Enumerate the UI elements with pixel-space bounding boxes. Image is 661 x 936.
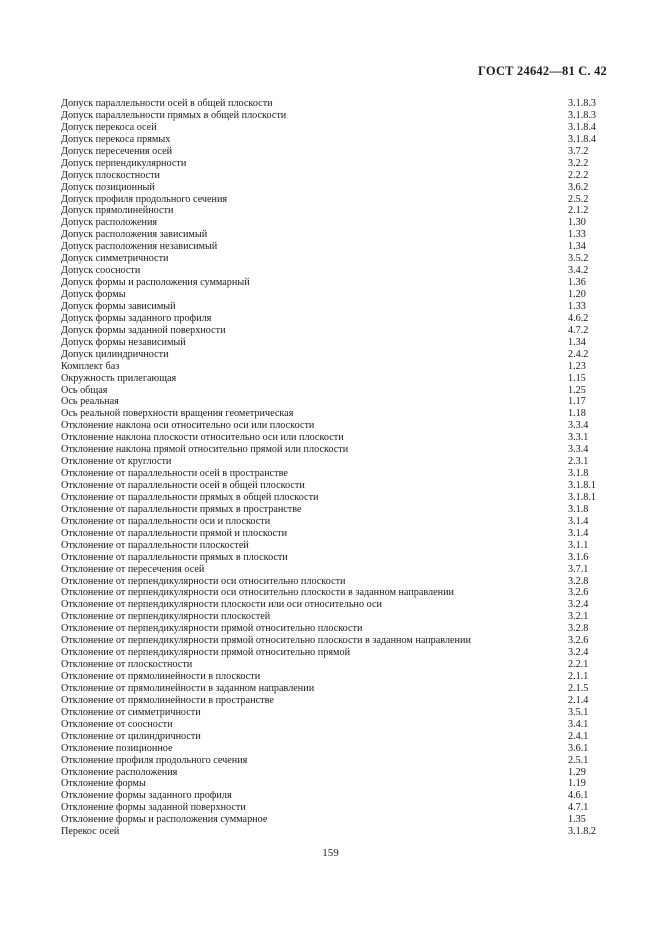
index-term: Отклонение наклона оси относительно оси или плоскости (61, 420, 315, 432)
index-term: Отклонение от перпендикулярности оси относительно плоскости (61, 575, 346, 587)
index-reference: 4.6.1 (568, 790, 589, 802)
index-term: Допуск цилиндричности (61, 348, 169, 360)
index-entry (61, 110, 608, 122)
index-reference: 3.1.8.3 (568, 98, 597, 109)
index-reference: 3.2.4 (568, 647, 589, 659)
index-entry (61, 289, 608, 301)
index-reference: 2.5.1 (568, 754, 589, 766)
index-term: Допуск формы и расположения суммарный (61, 277, 250, 289)
index-entry (61, 492, 608, 504)
index-term: Допуск параллельности прямых в общей плоскости (61, 109, 287, 121)
index-reference: 3.2.8 (568, 623, 589, 635)
index-entry (61, 540, 608, 552)
index-term: Отклонение от цилиндричности (61, 730, 201, 742)
index-term: Комплект баз (61, 360, 120, 372)
index-reference: 4.6.2 (568, 312, 589, 324)
index-term: Отклонение формы заданной поверхности (61, 802, 246, 814)
index-reference: 3.6.1 (568, 742, 589, 754)
index-entry (61, 576, 608, 588)
index-entry (61, 217, 608, 229)
index-entry (61, 516, 608, 528)
index-entry (61, 349, 608, 361)
index-entry (61, 778, 608, 790)
index-entry (61, 182, 608, 194)
index-term: Отклонение от перпендикулярности прямой относительно прямой (61, 647, 351, 659)
index-term: Ось реальная (61, 396, 119, 408)
index-reference: 1.17 (568, 396, 586, 408)
index-term: Допуск перпендикулярности (61, 157, 187, 169)
index-entry (61, 814, 608, 826)
index-reference: 3.2.6 (568, 635, 589, 647)
index-entry (61, 504, 608, 516)
index-entry (61, 253, 608, 265)
index-reference: 1.23 (568, 360, 586, 372)
index-reference: 3.2.6 (568, 587, 589, 599)
index-term: Отклонение от перпендикулярности прямой относительно плоскости (61, 623, 363, 635)
index-reference: 3.7.1 (568, 563, 589, 575)
index-reference: 2.1.5 (568, 682, 589, 694)
index-term: Отклонение наклона плоскости относительно оси или плоскости (61, 432, 344, 444)
index-term: Допуск расположения независимый (61, 241, 218, 253)
index-entry (61, 671, 608, 683)
index-entry (61, 396, 608, 408)
index-entry (61, 528, 608, 540)
index-term: Отклонение от соосности (61, 718, 173, 730)
index-term: Отклонение от перпендикулярности плоскости или оси относительно оси (61, 599, 382, 611)
index-term: Отклонение от симметричности (61, 706, 201, 718)
index-term: Допуск формы (61, 289, 126, 300)
index-term: Допуск расположения зависимый (61, 229, 208, 241)
index-entry (61, 707, 608, 719)
index-entry (61, 755, 608, 767)
index-entry (61, 122, 608, 134)
index-entry (61, 623, 608, 635)
index-term: Отклонение расположения (61, 766, 178, 778)
index-entry (61, 826, 608, 838)
index-reference: 3.3.4 (568, 444, 589, 456)
index-entry (61, 194, 608, 206)
index-reference: 2.2.2 (568, 169, 589, 181)
index-entry (61, 325, 608, 337)
index-term: Отклонение от параллельности осей в пространстве (61, 468, 288, 480)
index-entry (61, 743, 608, 755)
index-term: Допуск прямолинейности (61, 205, 174, 217)
index-entry (61, 361, 608, 373)
index-entry (61, 408, 608, 420)
index-entry (61, 599, 608, 611)
index-reference: 4.7.1 (568, 802, 589, 814)
index-reference: 3.5.1 (568, 706, 589, 718)
index-term: Отклонение от прямолинейности в плоскости (61, 671, 261, 682)
index-entry (61, 277, 608, 289)
index-entry (61, 301, 608, 313)
index-reference: 2.4.1 (568, 730, 589, 742)
index-term: Отклонение формы и расположения суммарное (61, 814, 268, 826)
index-entry (61, 146, 608, 158)
index-reference: 3.4.1 (568, 718, 589, 730)
index-entry (61, 659, 608, 671)
index-term: Отклонение от параллельности прямой и плоскости (61, 527, 288, 539)
index-term: Допуск формы заданного профиля (61, 312, 212, 324)
index-reference: 3.1.8.2 (568, 826, 597, 838)
index-reference: 2.5.2 (568, 193, 589, 205)
index-term: Допуск соосности (61, 265, 141, 277)
index-term: Допуск перекоса осей (61, 121, 157, 133)
index-entry (61, 241, 608, 253)
index-term: Отклонение от перпендикулярности оси относительно плоскости в заданном направлении (61, 587, 455, 599)
index-entry (61, 444, 608, 456)
index-term: Ось общая (61, 384, 108, 396)
index-entry (61, 767, 608, 779)
index-reference: 1.36 (568, 277, 586, 289)
index-term: Отклонение от параллельности прямых в общей плоскости (61, 491, 319, 503)
index-reference: 1.18 (568, 408, 586, 420)
index-term: Допуск плоскостности (61, 169, 160, 181)
index-entry (61, 373, 608, 385)
page-header: ГОСТ 24642—81 С. 42 (478, 64, 607, 78)
index-reference: 3.1.8.1 (568, 491, 597, 503)
index-entry (61, 432, 608, 444)
index-reference: 1.33 (568, 300, 586, 312)
index-reference: 3.2.2 (568, 157, 589, 169)
index-term: Отклонение от параллельности оси и плоскости (61, 515, 271, 527)
index-reference: 3.1.8 (568, 503, 589, 515)
index-term: Перекос осей (61, 826, 120, 838)
index-reference: 3.5.2 (568, 253, 589, 265)
index-reference: 3.4.2 (568, 265, 589, 277)
index-reference: 2.3.1 (568, 456, 589, 468)
index-term: Отклонение позиционное (61, 742, 173, 754)
index-reference: 2.1.4 (568, 694, 589, 706)
index-reference: 3.1.8.1 (568, 480, 597, 491)
index-entry (61, 420, 608, 432)
index-reference: 3.2.1 (568, 611, 589, 623)
index-reference: 1.30 (568, 217, 586, 229)
index-entry (61, 170, 608, 182)
index-term: Отклонение от параллельности прямых в плоскости (61, 551, 288, 563)
index-term: Отклонение от пересечения осей (61, 563, 205, 575)
index-term: Отклонение от перпендикулярности плоскостей (61, 611, 271, 623)
index-reference: 3.1.8 (568, 468, 589, 480)
index-entry (61, 158, 608, 170)
index-term: Допуск профиля продольного сечения (61, 193, 228, 205)
index-reference: 2.2.1 (568, 659, 589, 671)
index-reference: 3.7.2 (568, 145, 589, 157)
index-reference: 2.1.1 (568, 671, 589, 682)
index-term: Отклонение наклона прямой относительно прямой или плоскости (61, 444, 349, 456)
index-term: Допуск формы зависимый (61, 300, 176, 312)
index-reference: 3.1.6 (568, 551, 589, 563)
index-entry (61, 337, 608, 349)
index-term: Допуск симметричности (61, 253, 169, 265)
index-reference: 3.6.2 (568, 181, 589, 193)
index-entry (61, 205, 608, 217)
index-reference: 2.1.2 (568, 205, 589, 217)
index-reference: 3.1.1 (568, 539, 589, 551)
index-term: Окружность прилегающая (61, 372, 177, 384)
index-reference: 1.35 (568, 814, 586, 826)
index-entry (61, 265, 608, 277)
index-term: Отклонение от перпендикулярности прямой относительно плоскости в заданном направлении (61, 635, 471, 647)
index-term: Отклонение от прямолинейности в пространстве (61, 694, 274, 706)
index-entry (61, 719, 608, 731)
index-term: Ось реальной поверхности вращения геометрическая (61, 408, 294, 420)
index-term: Отклонение от плоскостности (61, 659, 193, 671)
index-entry (61, 456, 608, 468)
index-entry (61, 468, 608, 480)
index-term: Допуск перекоса прямых (61, 133, 171, 145)
index-term: Отклонение формы (61, 778, 146, 790)
index-term: Допуск формы заданной поверхности (61, 324, 226, 336)
index-entry (61, 480, 608, 492)
index-entry (61, 647, 608, 659)
index-reference: 3.1.8.3 (568, 109, 597, 121)
index-entry (61, 313, 608, 325)
index-term: Допуск параллельности осей в общей плоскости (61, 98, 273, 109)
index-entry (61, 98, 608, 110)
index-entry (61, 552, 608, 564)
index-entry (61, 587, 608, 599)
page-number: 159 (322, 847, 339, 859)
index-reference: 3.1.4 (568, 527, 589, 539)
index-term: Допуск формы независимый (61, 336, 186, 348)
index-entry (61, 802, 608, 814)
index-term: Допуск позиционный (61, 181, 155, 193)
index-term: Отклонение формы заданного профиля (61, 790, 232, 802)
index-reference: 3.1.8.4 (568, 133, 597, 145)
index-entry (61, 683, 608, 695)
index-entry (61, 564, 608, 576)
index-term: Отклонение от круглости (61, 456, 172, 468)
index-reference: 1.15 (568, 372, 586, 384)
index-term: Отклонение от параллельности прямых в пространстве (61, 503, 302, 515)
index-reference: 3.1.8.4 (568, 121, 597, 133)
index-entry (61, 790, 608, 802)
index-reference: 1.25 (568, 384, 586, 396)
index-entry (61, 695, 608, 707)
index-reference: 1.19 (568, 778, 586, 790)
index-entry (61, 611, 608, 623)
index-term: Отклонение от прямолинейности в заданном направлении (61, 682, 315, 694)
index-reference: 1.29 (568, 766, 586, 778)
index-entry (61, 635, 608, 647)
index-reference: 1.33 (568, 229, 586, 241)
term-index-list (61, 98, 608, 838)
index-reference: 1.34 (568, 336, 586, 348)
index-reference: 3.3.1 (568, 432, 589, 444)
index-entry (61, 229, 608, 241)
index-term: Отклонение от параллельности плоскостей (61, 539, 249, 551)
index-reference: 3.3.4 (568, 420, 589, 432)
index-entry (61, 385, 608, 397)
index-entry (61, 134, 608, 146)
index-term: Отклонение от параллельности осей в общей плоскости (61, 480, 305, 491)
index-reference: 3.1.4 (568, 515, 589, 527)
index-reference: 1.20 (568, 289, 586, 300)
index-term: Допуск расположения (61, 217, 158, 229)
index-entry (61, 731, 608, 743)
index-reference: 4.7.2 (568, 324, 589, 336)
index-reference: 2.4.2 (568, 348, 589, 360)
index-term: Допуск пересечения осей (61, 145, 173, 157)
index-reference: 3.2.8 (568, 575, 589, 587)
index-reference: 3.2.4 (568, 599, 589, 611)
index-term: Отклонение профиля продольного сечения (61, 754, 248, 766)
index-reference: 1.34 (568, 241, 586, 253)
